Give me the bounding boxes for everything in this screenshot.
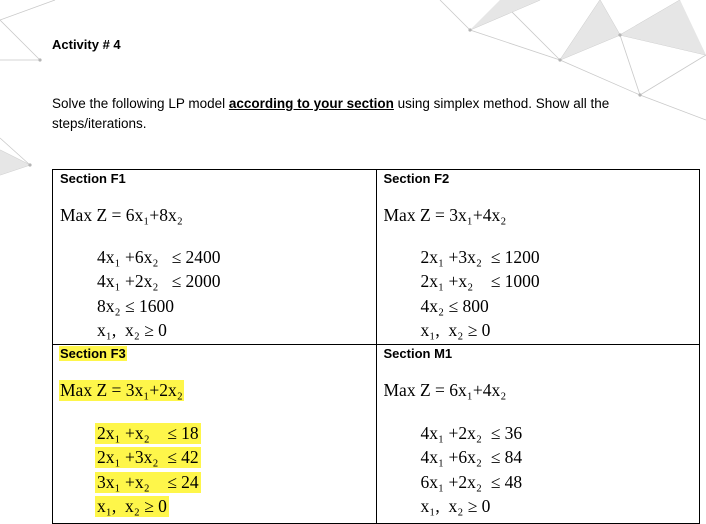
- section-m1-cell: [376, 345, 700, 524]
- constraint: 3x₁ +x₂ ≤ 24: [97, 472, 199, 492]
- non-negativity-constraint: x₁, x₂ ≥ 0: [420, 320, 491, 340]
- constraint: 4x₁ +6x₂ ≤ 2400: [97, 247, 221, 267]
- constraint: 4x₁ +2x₂ ≤ 36: [420, 423, 523, 443]
- instructions: [52, 94, 672, 134]
- section-title: Section F2: [383, 171, 450, 186]
- constraint: 6x₁ +2x₂ ≤ 48: [420, 472, 523, 492]
- non-negativity-constraint: x₁, x₂ ≥ 0: [97, 496, 167, 516]
- non-negativity-constraint: x₁, x₂ ≥ 0: [420, 496, 491, 516]
- constraint: 4x₁ +6x₂ ≤ 84: [420, 447, 523, 467]
- constraint: 4x₂ ≤ 800: [420, 296, 489, 316]
- constraint: 8x₂ ≤ 1600: [97, 296, 174, 316]
- activity-title: Activity # 4: [52, 37, 121, 52]
- section-f1-cell: [53, 170, 377, 345]
- non-negativity-constraint: x₁, x₂ ≥ 0: [97, 320, 167, 340]
- instructions-before: Solve the following LP model: [52, 96, 229, 111]
- sections-table: [52, 169, 700, 524]
- instructions-emphasis: according to your section: [228, 96, 394, 111]
- constraint: 2x₁ +3x₂ ≤ 42: [97, 447, 199, 467]
- section-f2-cell: [376, 170, 700, 345]
- objective-function: Max Z = 3x₁+2x₂: [60, 380, 183, 400]
- instructions-after: using simplex method. Show all the steps/iterations.: [52, 96, 610, 131]
- objective-function: Max Z = 6x₁+8x₂: [60, 205, 183, 225]
- section-title: Section F3: [60, 346, 126, 361]
- constraint: 2x₁ +3x₂ ≤ 1200: [420, 247, 540, 267]
- constraint: 2x₁ +x₂ ≤ 1000: [420, 271, 540, 291]
- constraint: 4x₁ +2x₂ ≤ 2000: [97, 271, 221, 291]
- objective-function: Max Z = 6x₁+4x₂: [383, 380, 507, 400]
- constraint: 2x₁ +x₂ ≤ 18: [97, 423, 199, 443]
- section-title: Section M1: [383, 346, 453, 361]
- section-title: Section F1: [60, 171, 126, 186]
- objective-function: Max Z = 3x₁+4x₂: [383, 205, 507, 225]
- section-f3-cell: [53, 345, 377, 524]
